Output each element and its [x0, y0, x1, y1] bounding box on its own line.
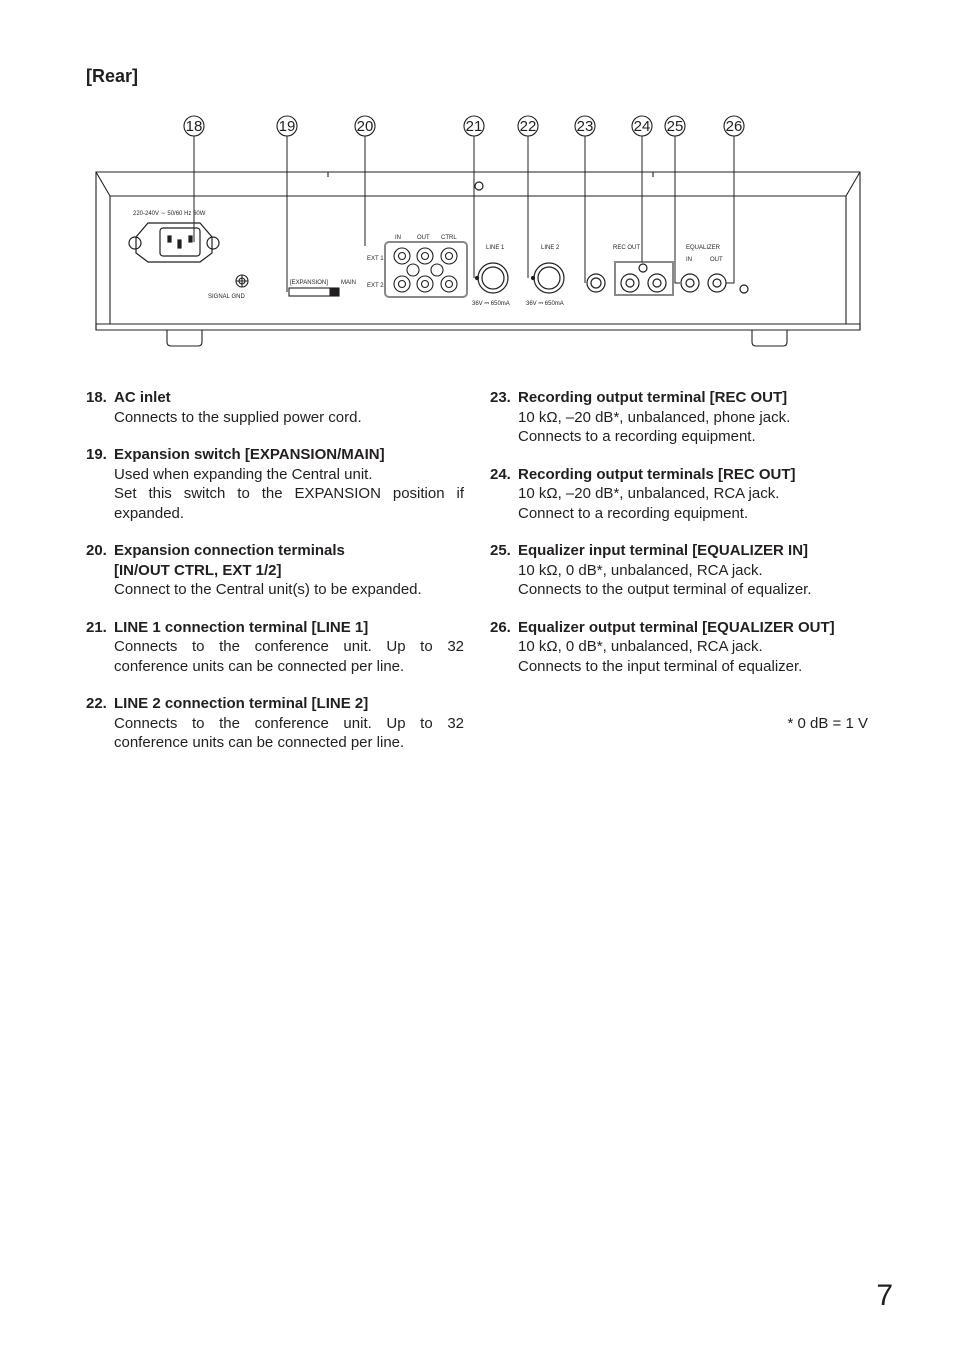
rec-out-label: REC OUT — [613, 245, 640, 251]
callout-25: 25 — [666, 118, 684, 135]
item-description — [490, 637, 868, 676]
item-number: 25. — [490, 542, 511, 559]
item-title — [86, 561, 464, 581]
item-description-line: Connects to the output terminal of equalizer. — [518, 581, 812, 598]
item-title-text: Equalizer output terminal [EQUALIZER OUT] — [518, 618, 835, 636]
equalizer-jacks-icon — [475, 182, 748, 293]
item-title-text: Equalizer input terminal [EQUALIZER IN] — [518, 542, 809, 559]
item-number: 24. — [490, 465, 511, 483]
ac-inlet-icon — [129, 223, 219, 262]
item-description-line: Connects to the input terminal of equalizer. — [518, 657, 803, 675]
rec-out-rca-icon — [615, 262, 673, 295]
callout-20: 20 — [356, 118, 374, 135]
description-item — [490, 465, 868, 524]
eq-out-label: OUT — [710, 257, 723, 263]
item-title-text: Recording output terminals [REC OUT] — [518, 465, 796, 483]
power-rating-label: 220-240V ∼ 50/60 Hz 60W — [133, 211, 206, 217]
line2-rating-label: 36V ⎓ 650mA — [526, 301, 564, 307]
item-number: 26. — [490, 618, 511, 636]
description-item — [86, 388, 464, 427]
out-label: OUT — [417, 235, 430, 241]
item-number: 22. — [86, 695, 107, 712]
callout-24: 24 — [633, 118, 651, 135]
item-description — [86, 714, 464, 753]
item-description — [86, 465, 464, 524]
line2-label: LINE 2 — [541, 245, 560, 251]
item-description — [86, 637, 464, 676]
description-item — [490, 388, 868, 447]
description-item — [86, 541, 464, 600]
description-item — [86, 445, 464, 523]
item-title-text: [IN/OUT CTRL, EXT 1/2] — [114, 561, 282, 579]
description-item — [86, 618, 464, 677]
eq-in-label: IN — [686, 257, 692, 263]
ext1-label: EXT 1 — [367, 256, 384, 262]
description-item — [490, 541, 868, 600]
item-number: 18. — [86, 389, 107, 406]
item-title-text: LINE 1 connection terminal [LINE 1] — [114, 618, 369, 636]
item-title — [86, 694, 464, 714]
main-label: MAIN — [341, 280, 356, 286]
rec-out-phone-jack-icon — [587, 274, 605, 292]
item-description — [490, 408, 868, 447]
callout-23: 23 — [576, 118, 594, 135]
item-number: 21. — [86, 618, 107, 636]
description-item — [490, 618, 868, 677]
callout-26: 26 — [725, 118, 743, 135]
item-description-line: Connects to the conference unit. Up to 32 conference units can be connected per line. — [114, 638, 464, 675]
item-description-line: Connect to the Central unit(s) to be expanded. — [114, 581, 422, 598]
item-description-line: Connects to the conference unit. Up to 32 conference units can be connected per line. — [114, 714, 464, 751]
item-description-line: 10 kΩ, –20 dB*, unbalanced, phone jack. — [518, 408, 791, 426]
item-description — [86, 580, 464, 600]
expansion-switch-icon — [289, 288, 339, 296]
page-number: 7 — [876, 1279, 893, 1312]
item-description-line: 10 kΩ, –20 dB*, unbalanced, RCA jack. — [518, 485, 780, 502]
item-description — [490, 561, 868, 600]
section-title: [Rear] — [86, 66, 139, 86]
equalizer-label: EQUALIZER — [686, 245, 721, 251]
item-title — [86, 618, 464, 638]
in-label: IN — [395, 235, 401, 241]
description-column-right — [490, 388, 868, 694]
item-description-line: 10 kΩ, 0 dB*, unbalanced, RCA jack. — [518, 638, 763, 655]
item-title — [490, 465, 868, 485]
callout-19: 19 — [278, 118, 296, 135]
item-title-text: LINE 2 connection terminal [LINE 2] — [114, 695, 369, 712]
item-number: 20. — [86, 542, 107, 559]
callout-18: 18 — [185, 118, 203, 135]
line1-label: LINE 1 — [486, 245, 505, 251]
line-connectors-icon — [476, 263, 565, 293]
item-title — [490, 541, 868, 561]
item-description-line: Set this switch to the EXPANSION position if expanded. — [114, 485, 464, 522]
callout-21: 21 — [465, 118, 483, 135]
item-description-line: Used when expanding the Central unit. — [114, 465, 373, 483]
description-item — [86, 694, 464, 753]
item-description-line: 10 kΩ, 0 dB*, unbalanced, RCA jack. — [518, 561, 763, 579]
callout-22: 22 — [519, 118, 537, 135]
item-description — [86, 408, 464, 428]
description-column-left — [86, 388, 464, 771]
item-title-text: Expansion connection terminals — [114, 542, 345, 559]
item-title — [86, 388, 464, 408]
item-number: 19. — [86, 446, 107, 463]
rear-panel-diagram — [0, 0, 954, 360]
expansion-label: [EXPANSION] — [290, 280, 328, 286]
item-description — [490, 484, 868, 523]
item-title — [86, 445, 464, 465]
line1-rating-label: 36V ⎓ 650mA — [472, 301, 510, 307]
item-description-line: Connects to a recording equipment. — [518, 428, 756, 445]
signal-ground-icon — [236, 275, 248, 287]
item-number — [86, 561, 114, 581]
item-description-line: Connect to a recording equipment. — [518, 504, 749, 522]
expansion-terminals-icon — [385, 242, 467, 297]
ext2-label: EXT 2 — [367, 283, 384, 289]
item-title — [490, 388, 868, 408]
item-description-line: Connects to the supplied power cord. — [114, 408, 362, 426]
item-number: 23. — [490, 389, 511, 406]
item-title-text: Expansion switch [EXPANSION/MAIN] — [114, 446, 385, 463]
item-title-text: AC inlet — [114, 389, 171, 406]
ctrl-label: CTRL — [441, 235, 457, 241]
item-title — [490, 618, 868, 638]
footnote: * 0 dB = 1 V — [787, 715, 868, 732]
signal-gnd-label: SIGNAL GND — [208, 294, 245, 300]
item-title — [86, 541, 464, 561]
item-title-text: Recording output terminal [REC OUT] — [518, 389, 788, 406]
